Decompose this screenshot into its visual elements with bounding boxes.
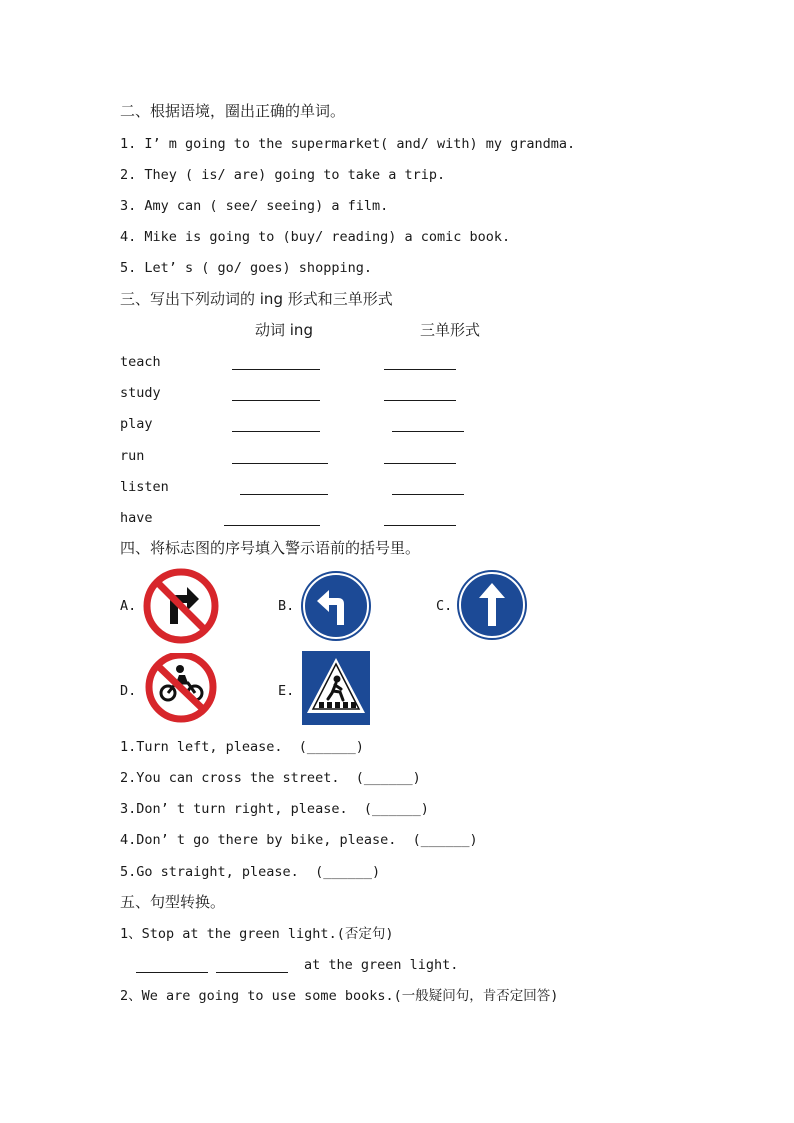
column-header-third-person: 三单形式 — [420, 321, 481, 339]
verb-have: have — [120, 510, 153, 526]
sign-label-a: A. — [120, 598, 137, 614]
section5-q2: 2、We are going to use some books.(一般疑问句，肯否定回答) — [120, 988, 559, 1004]
blank-third-have[interactable] — [384, 525, 456, 526]
sign-label-d: D. — [120, 683, 137, 699]
sign-label-c: C. — [436, 598, 453, 614]
q1-blank-1[interactable] — [136, 972, 208, 973]
blank-third-teach[interactable] — [384, 369, 456, 370]
verb-teach: teach — [120, 354, 161, 370]
q1-answer-tail: at the green light. — [304, 957, 459, 973]
section5-q1: 1、Stop at the green light.(否定句) — [120, 926, 394, 942]
q1-blank-2[interactable] — [216, 972, 288, 973]
blank-third-play[interactable] — [392, 431, 464, 432]
blank-ing-study[interactable] — [232, 400, 320, 401]
blank-third-study[interactable] — [384, 400, 456, 401]
section2-item-1: 1. I’ m going to the supermarket( and/ with) my grandma. — [120, 136, 576, 152]
verb-listen: listen — [120, 479, 169, 495]
section3-heading: 三、写出下列动词的 ing 形式和三单形式 — [120, 290, 393, 308]
section5-heading: 五、句型转换。 — [120, 893, 226, 911]
sign-label-e: E. — [278, 683, 295, 699]
verb-study: study — [120, 385, 161, 401]
pedestrian-crossing-icon — [302, 651, 370, 725]
blank-third-run[interactable] — [384, 463, 456, 464]
blank-ing-have[interactable] — [224, 525, 320, 526]
section2-item-4: 4. Mike is going to (buy/ reading) a comic book. — [120, 229, 511, 245]
verb-play: play — [120, 416, 153, 432]
sentence-1: 1.Turn left, please. (______) — [120, 739, 364, 755]
section2-heading: 二、根据语境，圈出正确的单词。 — [120, 102, 346, 120]
section2-item-3: 3. Amy can ( see/ seeing) a film. — [120, 198, 389, 214]
blank-third-listen[interactable] — [392, 494, 464, 495]
blank-ing-run[interactable] — [232, 463, 328, 464]
section4-heading: 四、将标志图的序号填入警示语前的括号里。 — [120, 539, 421, 557]
sentence-2: 2.You can cross the street. (______) — [120, 770, 421, 786]
blank-ing-teach[interactable] — [232, 369, 320, 370]
sentence-4: 4.Don’ t go there by bike, please. (______) — [120, 832, 478, 848]
turn-left-icon — [299, 569, 373, 643]
go-straight-icon — [455, 568, 529, 642]
sign-label-b: B. — [278, 598, 295, 614]
sentence-5: 5.Go straight, please. (______) — [120, 864, 381, 880]
no-right-turn-icon — [143, 568, 219, 644]
no-motorbike-icon — [143, 653, 219, 723]
section2-item-2: 2. They ( is/ are) going to take a trip. — [120, 167, 446, 183]
verb-run: run — [120, 448, 145, 464]
blank-ing-play[interactable] — [232, 431, 320, 432]
sentence-3: 3.Don’ t turn right, please. (______) — [120, 801, 429, 817]
section2-item-5: 5. Let’ s ( go/ goes) shopping. — [120, 260, 372, 276]
blank-ing-listen[interactable] — [240, 494, 328, 495]
column-header-ing: 动词 ing — [255, 321, 313, 339]
